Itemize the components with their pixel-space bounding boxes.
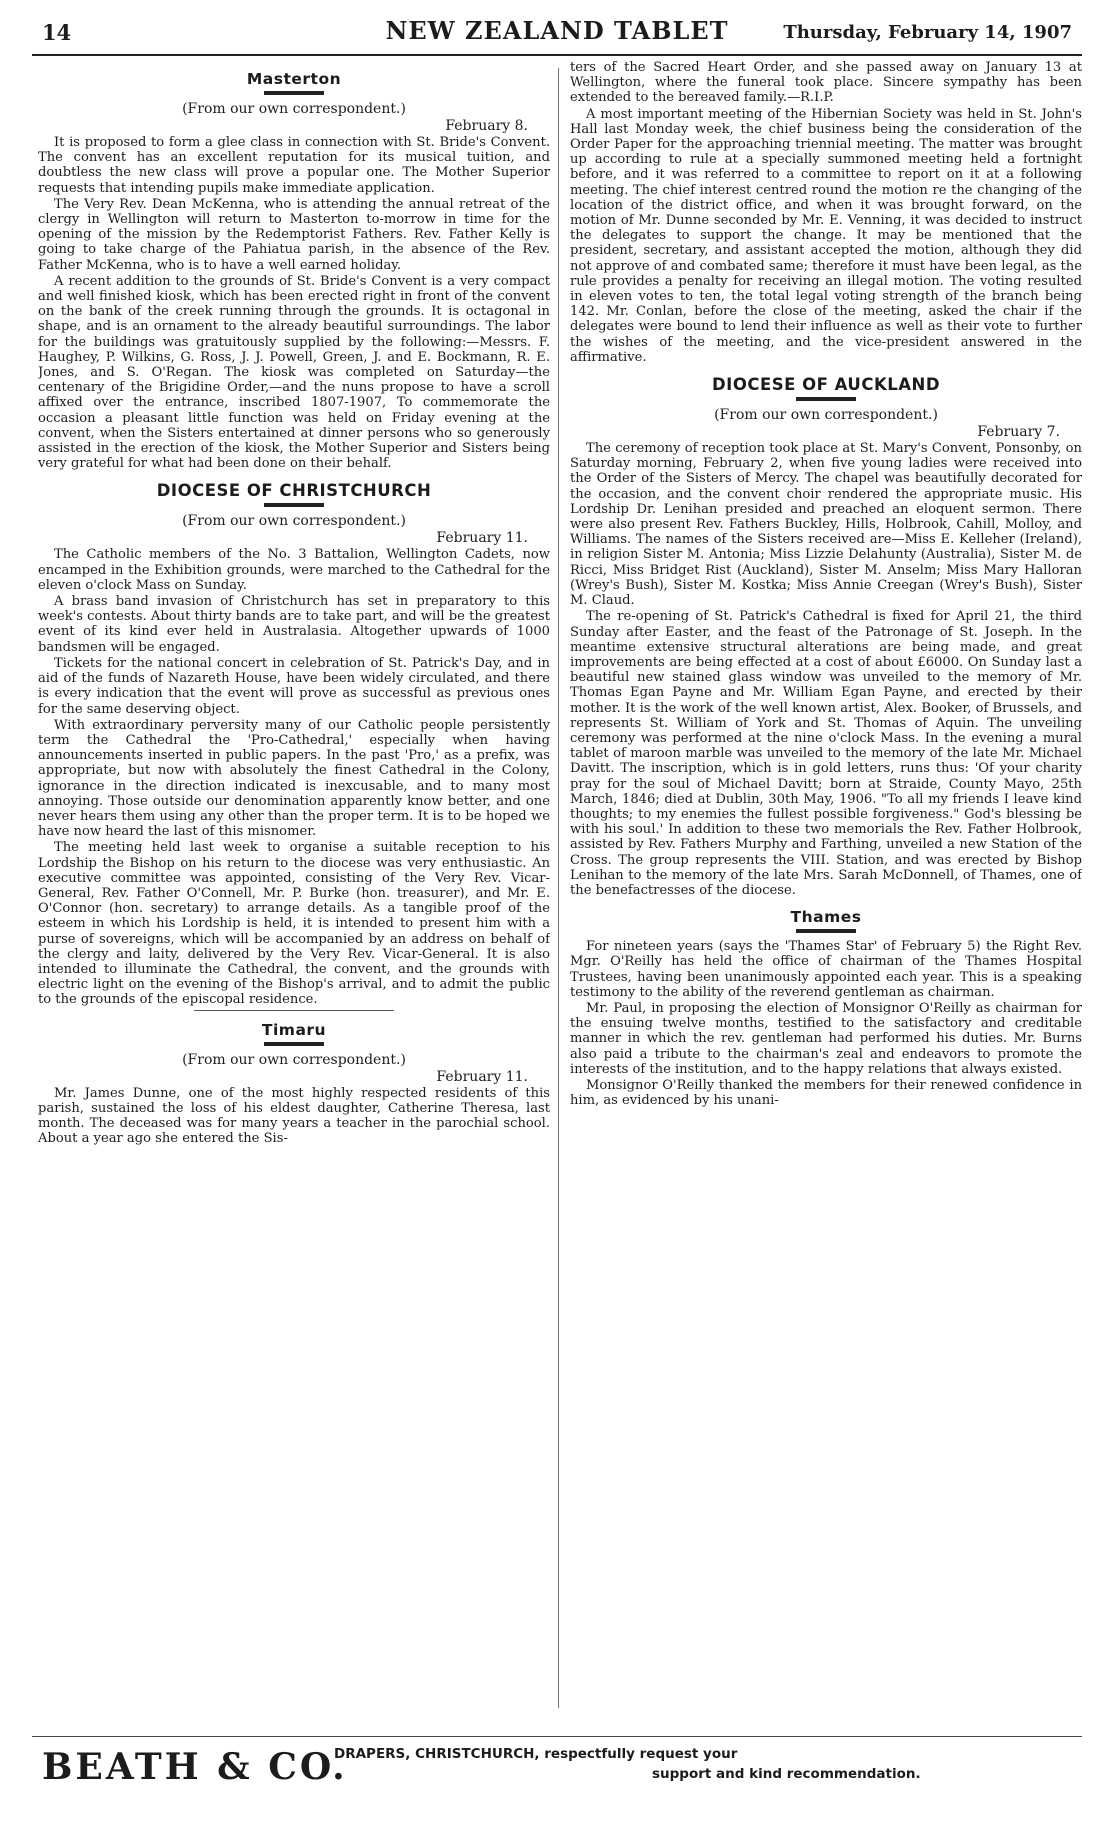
- article-paragraph: The Very Rev. Dean McKenna, who is attending the annual retreat of the clergy in Wellington will return to Masterton to-morrow in time for the opening of the mission by the Redemptorist Fathers. Rev. Father Kelly is going to take charge of the Pahiatua parish, in the absence of the Rev. Father McKenna, who is to have a well earned holiday.: [38, 196, 550, 273]
- article-paragraph: The re-opening of St. Patrick's Cathedral is fixed for April 21, the third Sunday after Easter, and the feast of the Patronage of St. Joseph. In the meantime extensive structural alterations are being made, and great improvements are being effected at a cost of about £6000. On Sunday last a beautiful new stained glass window was unveiled to the memory of Mr. Thomas Egan Payne and Mr. William Egan Payne, and erected by their mother. It is the work of the well known artist, Alex. Booker, of Brussels, and represents St. William of York and St. Thomas of Aquin. The unveiling ceremony was performed at the nine o'clock Mass. In the evening a mural tablet of maroon marble was unveiled to the memory of the late Mr. Michael Davitt. The inscription, which is in gold letters, runs thus: 'Of your charity pray for the soul of Michael Davitt; born at Straide, County Mayo, 25th March, 1846; died at Dublin, 30th May, 1906. "To all my friends I leave kind thoughts; to my enemies the fullest possible forgiveness." God's blessing be with his soul.' In addition to these two memorials the Rev. Father Holbrook, assisted by Rev. Fathers Murphy and Farthing, unveiled a new Station of the Cross. The group represents the VIII. Station, and was erected by Bishop Lenihan to the memory of the late Mrs. Sarah McDonnell, of Thames, one of the benefactresses of the diocese.: [570, 609, 1082, 898]
- heading-rule: [264, 91, 324, 95]
- section-rule: [194, 1010, 394, 1011]
- dateline: February 11.: [436, 530, 528, 547]
- advert-line-1: DRAPERS, CHRISTCHURCH, respectfully request your: [334, 1746, 738, 1762]
- article-paragraph: A most important meeting of the Hibernian Society was held in St. John's Hall last Monday week, the chief business being the consideration of the Order Paper for the approaching triennial meeting. The matter was brought up according to rule at a specially summoned meeting held a fortnight before, and it was referred to a committee to report on it at a following meeting. The chief interest centred round the motion re the changing of the location of the district office, and when it was brought forward, on the motion of Mr. Dunne seconded by Mr. E. Venning, it was decided to instruct the delegates to support the change. It may be mentioned that the president, secretary, and assistant accepted the motion, although they did not approve of and combated same; therefore it must have been legal, as the rule provides a penalty for receiving an illegal motion. The voting resulted in eleven votes to ten, the total legal voting strength of the branch being 142. Mr. Conlan, before the close of the meeting, asked the chair if the delegates were bound to lend their influence as well as their vote to further the wishes of the meeting, and the vice-president answered in the affirmative.: [570, 106, 1082, 365]
- article-paragraph: Tickets for the national concert in celebration of St. Patrick's Day, and in aid of the funds of Nazareth House, have been widely circulated, and there is every indication that the event will prove as successful as previous ones for the same deserving object.: [38, 655, 550, 717]
- section-heading-auckland: DIOCESE OF AUCKLAND: [711, 375, 941, 395]
- newspaper-page: [32, 16, 1082, 1816]
- section-heading-christchurch: DIOCESE OF CHRISTCHURCH: [156, 481, 432, 501]
- article-paragraph: Monsignor O'Reilly thanked the members for their renewed confidence in him, as evidenced by his unani-: [570, 1077, 1082, 1109]
- issue-date: Thursday, February 14, 1907: [783, 22, 1072, 43]
- section-heading-masterton: Masterton: [246, 70, 342, 88]
- masthead-rule: [32, 54, 1082, 56]
- page-number: 14: [42, 20, 72, 45]
- article-paragraph: The Catholic members of the No. 3 Battalion, Wellington Cadets, now encamped in the Exhibition grounds, were marched to the Cathedral for the eleven o'clock Mass on Sunday.: [38, 547, 550, 593]
- heading-rule: [264, 503, 324, 507]
- article-paragraph: ters of the Sacred Heart Order, and she passed away on January 13 at Wellington, where the funeral took place. Sincere sympathy has been extended to the bereaved family.—R.I.P.: [570, 60, 1082, 106]
- column-divider: [558, 68, 559, 1708]
- article-paragraph: The ceremony of reception took place at St. Mary's Convent, Ponsonby, on Saturday morning, February 2, when five young ladies were received into the Order of the Sisters of Mercy. The chapel was beautifully decorated for the occasion, and the convent choir rendered the appropriate music. His Lordship Dr. Lenihan presided and preached an eloquent sermon. There were also present Rev. Fathers Buckley, Hills, Holbrook, Cahill, Molloy, and Williams. The names of the Sisters received are—Miss E. Kelleher (Ireland), in religion Sister M. Antonia; Miss Lizzie Delahunty (Australia), Sister M. de Ricci, Miss Bridget Rist (Auckland), Sister M. Anselm; Miss Mary Halloran (Wrey's Bush), Sister M. Kostka; Miss Annie Creegan (Wrey's Bush), Sister M. Claud.: [570, 441, 1082, 609]
- dateline: February 11.: [436, 1068, 528, 1085]
- left-column: [38, 60, 550, 1720]
- section-heading-timaru: Timaru: [261, 1020, 327, 1039]
- heading-rule: [264, 1042, 324, 1046]
- article-paragraph: Mr. James Dunne, one of the most highly respected residents of this parish, sustained the loss of his eldest daughter, Catherine Theresa, last month. The deceased was for many years a teacher in the parochial school. About a year ago she entered the Sis-: [38, 1085, 550, 1147]
- article-paragraph: It is proposed to form a glee class in connection with St. Bride's Convent. The convent has an excellent reputation for its musical tuition, and doubtless the new class will prove a popular one. The Mother Superior requests that intending pupils make immediate application.: [38, 135, 550, 196]
- advertiser-name: BEATH & CO.: [42, 1746, 348, 1788]
- article-paragraph: A recent addition to the grounds of St. Bride's Convent is a very compact and well finished kiosk, which has been erected right in front of the convent on the bank of the creek running through the grounds. It is octagonal in shape, and is an ornament to the already beautiful surroundings. The labor for the buildings was gratuitously supplied by the following:—Messrs. F. Haughey, P. Wilkins, G. Ross, J. J. Powell, Green, J. and E. Bockmann, R. E. Jones, and S. O'Regan. The kiosk was completed on Saturday—the centenary of the Brigidine Order,—and the nuns propose to have a scroll affixed over the entrance, inscribed 1807-1907, To commemorate the occasion a pleasant little function was held on Friday evening at the convent, when the Sisters entertained at dinner persons who so generously assisted in the erection of the kiosk, the Mother Superior and Sisters being very grateful for what had been done on their behalf.: [38, 273, 550, 472]
- article-paragraph: For nineteen years (says the 'Thames Star' of February 5) the Right Rev. Mgr. O'Reilly has held the office of chairman of the Thames Hospital Trustees, having been unanimously appointed each year. This is a speaking testimony to the ability of the reverend gentleman as chairman.: [570, 939, 1082, 1000]
- footer-advertisement: [32, 1736, 1082, 1806]
- section-heading-thames: Thames: [790, 908, 862, 927]
- article-paragraph: The meeting held last week to organise a suitable reception to his Lordship the Bishop on his return to the diocese was very enthusiastic. An executive committee was appointed, consisting of the Very Rev. Vicar-General, Rev. Father O'Connell, Mr. P. Burke (hon. treasurer), and Mr. E. O'Connor (hon. secretary) to arrange details. As a tangible proof of the esteem in which his Lordship is held, it is intended to present him with a purse of sovereigns, which will be accompanied by an address on behalf of the clergy and laity, delivered by the Very Rev. Vicar-General. It is also intended to illuminate the Cathedral, the convent, and the grounds with electric light on the evening of the Bishop's arrival, and to admit the public to the grounds of the episcopal residence.: [38, 840, 550, 1008]
- newspaper-title: NEW ZEALAND TABLET: [385, 16, 729, 45]
- heading-rule: [796, 397, 856, 401]
- right-column: [570, 60, 1082, 1720]
- correspondent-line: (From our own correspondent.): [182, 513, 406, 530]
- dateline: February 8.: [445, 118, 528, 134]
- correspondent-line: (From our own correspondent.): [182, 1051, 406, 1068]
- masthead: [32, 16, 1082, 50]
- dateline: February 7.: [977, 424, 1060, 441]
- footer-rule: [32, 1736, 1082, 1737]
- article-paragraph: A brass band invasion of Christchurch has set in preparatory to this week's contests. About thirty bands are to take part, and will be the greatest event of its kind ever held in Australasia. Altogether upwards of 1000 bandsmen will be engaged.: [38, 594, 550, 655]
- correspondent-line: (From our own correspondent.): [182, 101, 406, 117]
- article-paragraph: Mr. Paul, in proposing the election of Monsignor O'Reilly as chairman for the ensuing twelve months, testified to the satisfactory and creditable manner in which the rev. gentleman had performed his duties. Mr. Burns also paid a tribute to the chairman's zeal and endeavors to promote the interests of the institution, and to the happy relations that always existed.: [570, 1000, 1082, 1077]
- correspondent-line: (From our own correspondent.): [714, 407, 938, 424]
- advert-line-2: support and kind recommendation.: [652, 1766, 921, 1782]
- article-paragraph: With extraordinary perversity many of our Catholic people persistently term the Cathedral the 'Pro-Cathedral,' especially when having announcements inserted in public papers. In the past 'Pro,' as a prefix, was appropriate, but now with absolutely the finest Cathedral in the Colony, ignorance in the direction indicated is inexcusable, and to many most annoying. Those outside our denomination apparently know better, and one never hears them using any other than the proper term. It is to be hoped we have now heard the last of this misnomer.: [38, 717, 550, 840]
- heading-rule: [796, 929, 856, 933]
